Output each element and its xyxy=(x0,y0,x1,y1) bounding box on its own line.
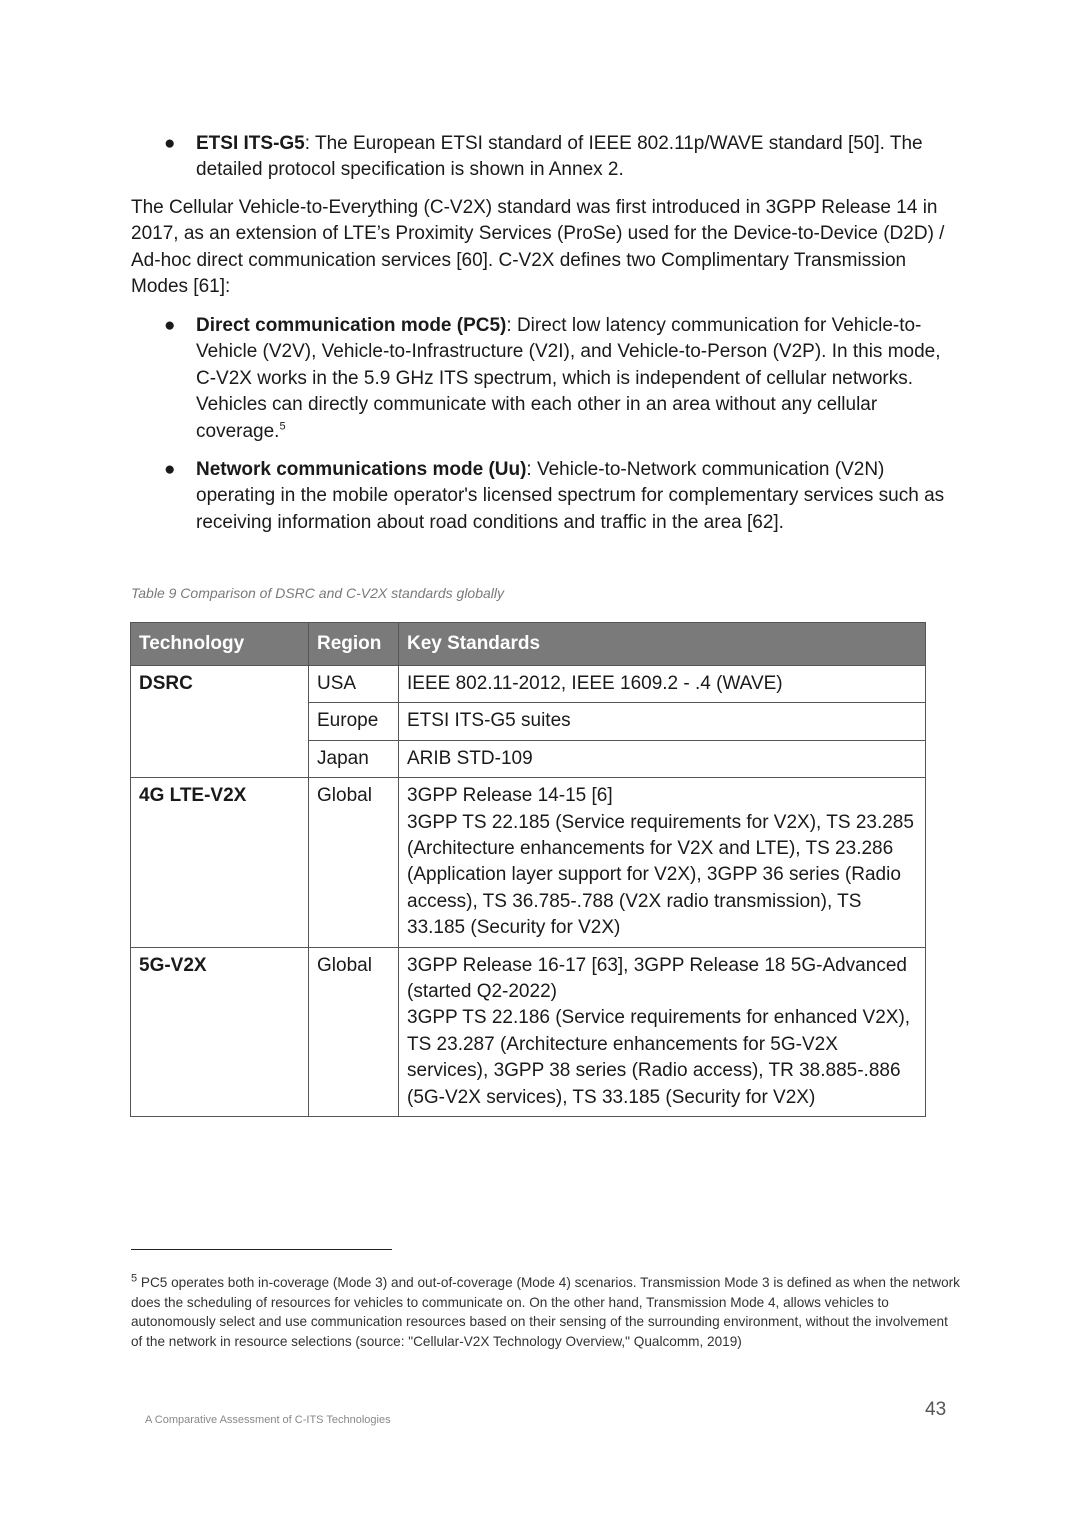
standards-cell: ARIB STD-109 xyxy=(399,740,926,777)
standards-line: 3GPP Release 14-15 [6] xyxy=(407,785,613,807)
region-cell: Europe xyxy=(309,703,399,740)
footnote-marker: 5 xyxy=(131,1272,138,1285)
region-cell: Global xyxy=(309,947,399,1116)
standards-cell: ETSI ITS-G5 suites xyxy=(399,703,926,740)
page-number: 43 xyxy=(925,1399,947,1420)
footnote-divider xyxy=(131,1249,392,1250)
cv2x-intro-paragraph: The Cellular Vehicle-to-Everything (C-V2X) standard was first introduced in 3GPP Release 14 in 2017, as an extension of LTE’s Proximity Services (ProSe) used for the Device-to-Device (D2D) / Ad-hoc direct communication services [60]. C-V2X defines two Complimentary Transmission Modes [61]: xyxy=(131,197,945,298)
table-row xyxy=(131,947,926,1116)
standards-table xyxy=(130,622,926,1117)
header-technology: Technology xyxy=(131,623,309,666)
tech-cell-5g-v2x: 5G-V2X xyxy=(131,947,309,1116)
bullet-term: ETSI ITS-G5 xyxy=(196,133,305,154)
header-key-standards: Key Standards xyxy=(399,623,926,666)
bullet-text: : The European ETSI standard of IEEE 802.11p/WAVE standard [50]. The detailed protocol specification is shown in Annex 2. xyxy=(196,133,923,181)
footer-doc-title: A Comparative Assessment of C-ITS Technologies xyxy=(145,1414,391,1426)
bullet-icon: ● xyxy=(164,133,176,154)
header-region: Region xyxy=(309,623,399,666)
standards-line: 3GPP Release 16-17 [63], 3GPP Release 18 5G-Advanced (started Q2-2022) xyxy=(407,954,907,1003)
bullet-term: Network communications mode (Uu) xyxy=(196,459,527,480)
footnote-text: PC5 operates both in-coverage (Mode 3) and out-of-coverage (Mode 4) scenarios. Transmission Mode 3 is defined as when the network does the scheduling of resources for vehicles to communicate on. On the other hand, Transmission Mode 4, allows vehicles to autonomously select and use communication resources based on their sensing of the surrounding environment, without the involvement of the network in resource selections (source: "Cellular-V2X Technology Overview," Qualcomm, 2019) xyxy=(131,1275,960,1349)
standards-cell xyxy=(399,947,926,1116)
table-header-row xyxy=(131,623,926,666)
bullet-text: : Direct low latency communication for Vehicle-to-Vehicle (V2V), Vehicle-to-Infrastructure (V2I), and Vehicle-to-Person (V2P). In this mode, C-V2X works in the 5.9 GHz ITS spectrum, which is independent of cellular networks. Vehicles can directly communicate with each other in an area without any cellular coverage. xyxy=(196,315,941,442)
region-cell: Global xyxy=(309,778,399,947)
bullet-network-mode xyxy=(164,457,956,536)
footnote-ref[interactable]: 5 xyxy=(279,420,286,433)
bullet-text: : Vehicle-to-Network communication (V2N) operating in the mobile operator's licensed spectrum for complementary services such as receiving information about road conditions and traffic in the area [62]. xyxy=(196,459,945,533)
table-row xyxy=(131,666,926,703)
table-row xyxy=(131,778,926,947)
standards-cell xyxy=(399,778,926,947)
footnote xyxy=(131,1273,961,1351)
standards-cell: IEEE 802.11-2012, IEEE 1609.2 - .4 (WAVE) xyxy=(399,666,926,703)
region-cell: Japan xyxy=(309,740,399,777)
tech-cell-lte-v2x: 4G LTE-V2X xyxy=(131,778,309,947)
bullet-etsi-its-g5 xyxy=(164,131,956,184)
bullet-direct-mode xyxy=(164,313,956,445)
bullet-term: Direct communication mode (PC5) xyxy=(196,315,507,336)
bullet-icon: ● xyxy=(164,459,176,480)
bullet-icon: ● xyxy=(164,315,176,336)
tech-cell-dsrc: DSRC xyxy=(131,666,309,778)
standards-line: 3GPP TS 22.185 (Service requirements for V2X), TS 23.285 (Architecture enhancements for V2X and LTE), TS 23.286 (Application layer support for V2X), 3GPP 36 series (Radio access), TS 36.785-.788 (V2X radio transmission), TS 33.185 (Security for V2X) xyxy=(407,811,914,939)
region-cell: USA xyxy=(309,666,399,703)
standards-line: 3GPP TS 22.186 (Service requirements for enhanced V2X), TS 23.287 (Architecture enhancements for 5G-V2X services), 3GPP 38 series (Radio access), TR 38.885-.886 (5G-V2X services), TS 33.185 (Security for V2X) xyxy=(407,1007,911,1108)
table-caption: Table 9 Comparison of DSRC and C-V2X standards globally xyxy=(131,585,505,601)
